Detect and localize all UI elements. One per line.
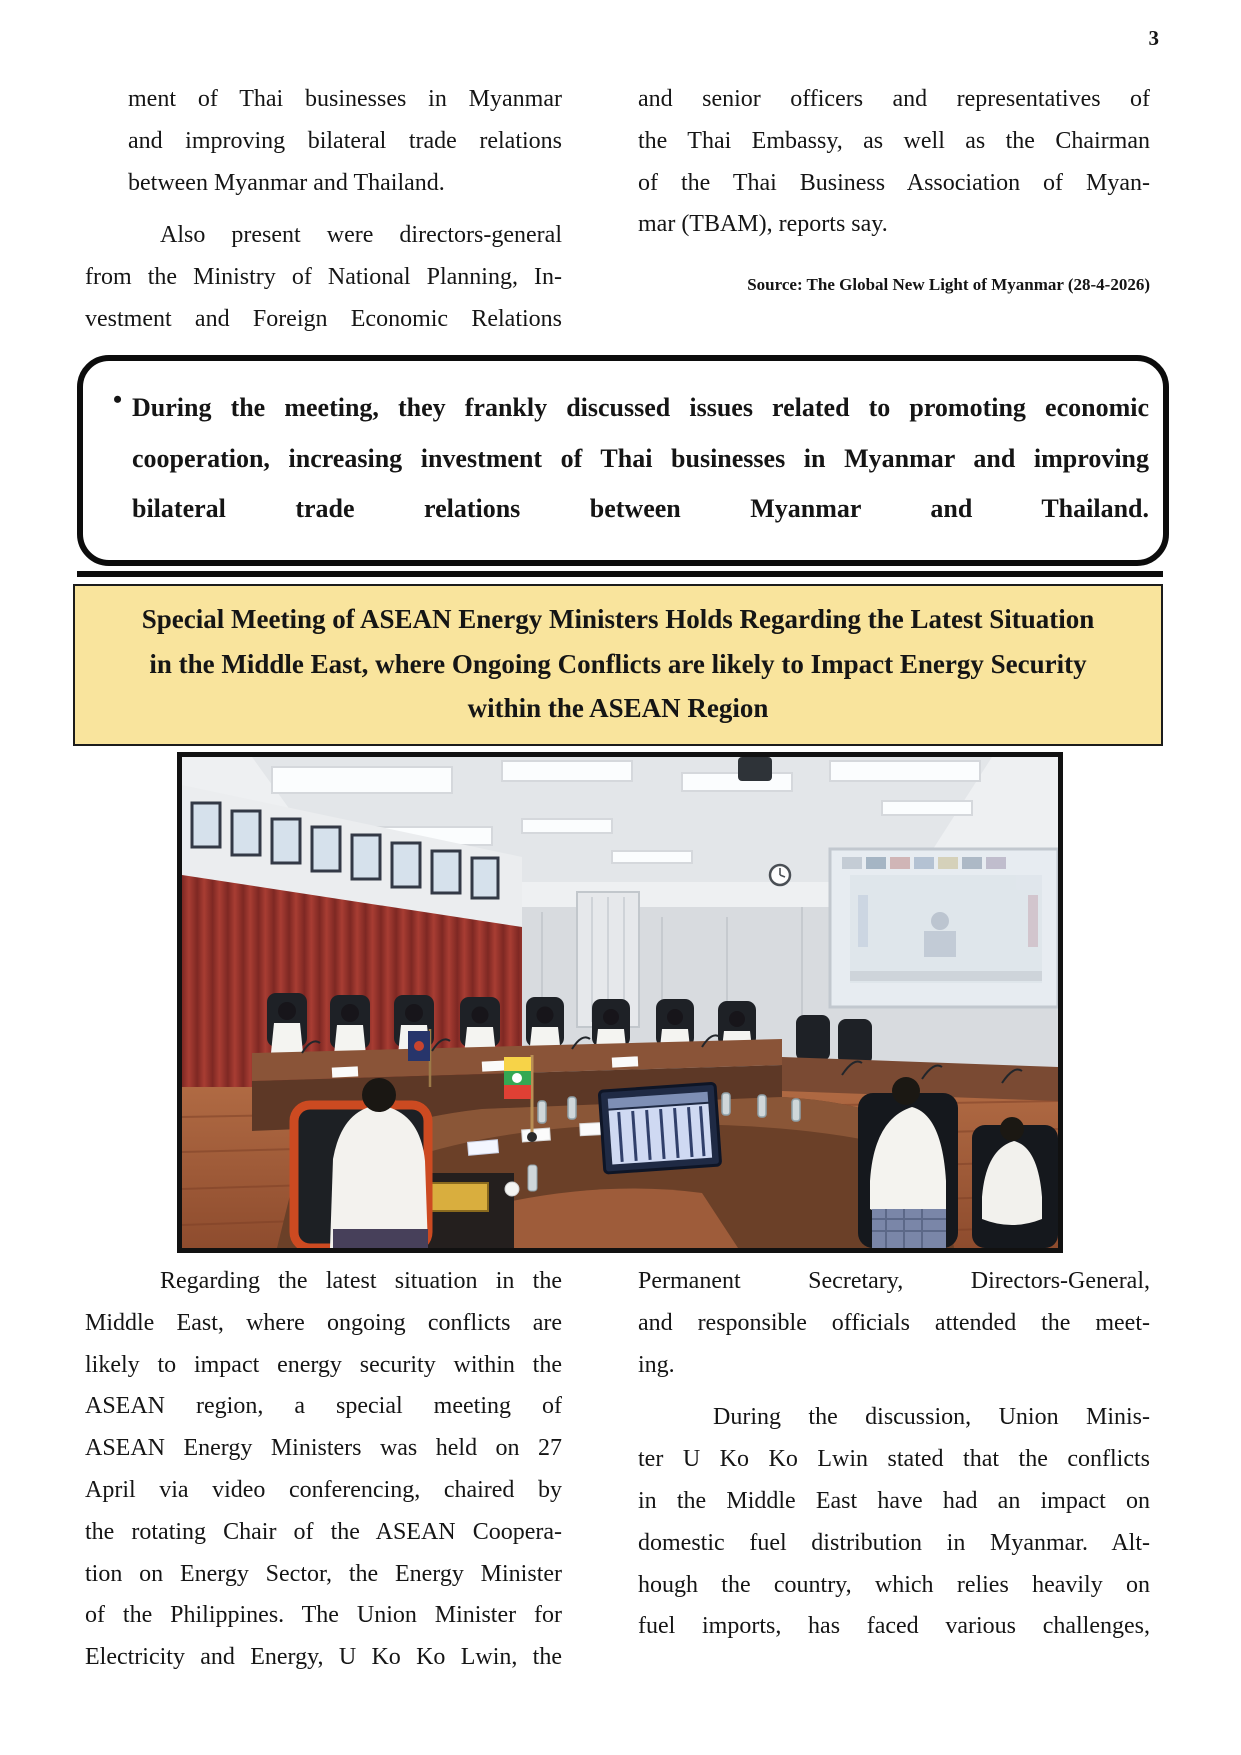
text-line: April via video conferencing, chaired by: [85, 1476, 562, 1503]
text-line: Middle East, where ongoing conflicts are: [85, 1309, 562, 1336]
text-line: cooperation, increasing investment of Thai businesses in Myanmar and improving: [132, 443, 1149, 473]
text-line: ing.: [638, 1351, 675, 1378]
text-line: Electricity and Energy, U Ko Ko Lwin, the: [85, 1644, 562, 1671]
text-line: Permanent Secretary, Directors-General,: [638, 1268, 1150, 1294]
text-line: ASEAN Energy Ministers was held on 27: [85, 1435, 562, 1462]
callout-text: [132, 383, 1149, 535]
text-line: mar (TBAM), reports say.: [638, 211, 888, 238]
projection-screen: [830, 849, 1058, 1007]
article-headline: [85, 597, 1151, 731]
meeting-photo: [177, 752, 1063, 1253]
text-line: of the Thai Business Association of Myan-: [638, 169, 1150, 196]
bullet-icon: •: [113, 385, 123, 414]
text-line: in the Middle East, where Ongoing Conflicts are likely to Impact Energy Security: [149, 648, 1087, 679]
foreground-left-person: [294, 1078, 428, 1248]
top-left-column: [85, 79, 562, 341]
text-line: During the meeting, they frankly discussed issues related to promoting economic: [132, 393, 1149, 422]
text-line: ASEAN region, a special meeting of: [85, 1393, 562, 1420]
text-line: bilateral trade relations between Myanmar and Thailand.: [132, 494, 1149, 523]
section-divider-rule: [77, 571, 1163, 577]
projector: [738, 757, 772, 781]
text-line: within the ASEAN Region: [467, 693, 769, 723]
paragraph: [85, 215, 562, 340]
text-line: ment of Thai businesses in Myanmar: [128, 86, 562, 112]
text-line: Special Meeting of ASEAN Energy Ministers Holds Regarding the Latest Situation: [141, 604, 1095, 634]
paragraph: [638, 1261, 1150, 1386]
text-line: between Myanmar and Thailand.: [128, 169, 445, 196]
text-line: in the Middle East have had an impact on: [638, 1487, 1150, 1514]
page-number: 3: [1148, 26, 1159, 50]
article-left-column: [85, 1261, 562, 1679]
paragraph: [638, 1397, 1150, 1648]
text-line: and senior officers and representatives of: [638, 86, 1150, 112]
text-line: During the discussion, Union Minis-: [713, 1404, 1150, 1431]
text-line: of the Philippines. The Union Minister for: [85, 1602, 562, 1629]
text-line: domestic fuel distribution in Myanmar. Alt-: [638, 1529, 1150, 1556]
paragraph: [638, 79, 1150, 246]
article-right-column: [638, 1261, 1150, 1648]
text-line: likely to impact energy security within the: [85, 1351, 562, 1378]
text-line: ter U Ko Ko Lwin stated that the conflicts: [638, 1446, 1150, 1473]
paragraph: [85, 1261, 562, 1679]
meeting-photo-illustration: [182, 757, 1058, 1248]
text-line: the Thai Embassy, as well as the Chairman: [638, 127, 1150, 154]
text-line: and responsible officials attended the meet-: [638, 1309, 1150, 1336]
display-board: [599, 1083, 720, 1173]
text-line: from the Ministry of National Planning, In-: [85, 264, 562, 291]
text-line: tion on Energy Sector, the Energy Minister: [85, 1560, 562, 1587]
text-line: and improving bilateral trade relations: [128, 127, 562, 154]
text-line: Also present were directors-general: [160, 222, 562, 249]
text-line: hough the country, which relies heavily on: [638, 1571, 1150, 1598]
text-line: Regarding the latest situation in the: [160, 1268, 562, 1294]
headline-box: [73, 584, 1163, 746]
paragraph-continuation: [85, 79, 562, 204]
text-line: fuel imports, has faced various challenges,: [638, 1613, 1150, 1640]
callout-box: [77, 355, 1169, 566]
text-line: the rotating Chair of the ASEAN Coopera-: [85, 1518, 562, 1545]
source-credit: Source: The Global New Light of Myanmar (28-4-2026): [747, 275, 1150, 295]
top-right-column: [638, 79, 1150, 295]
text-line: vestment and Foreign Economic Relations: [85, 305, 562, 332]
